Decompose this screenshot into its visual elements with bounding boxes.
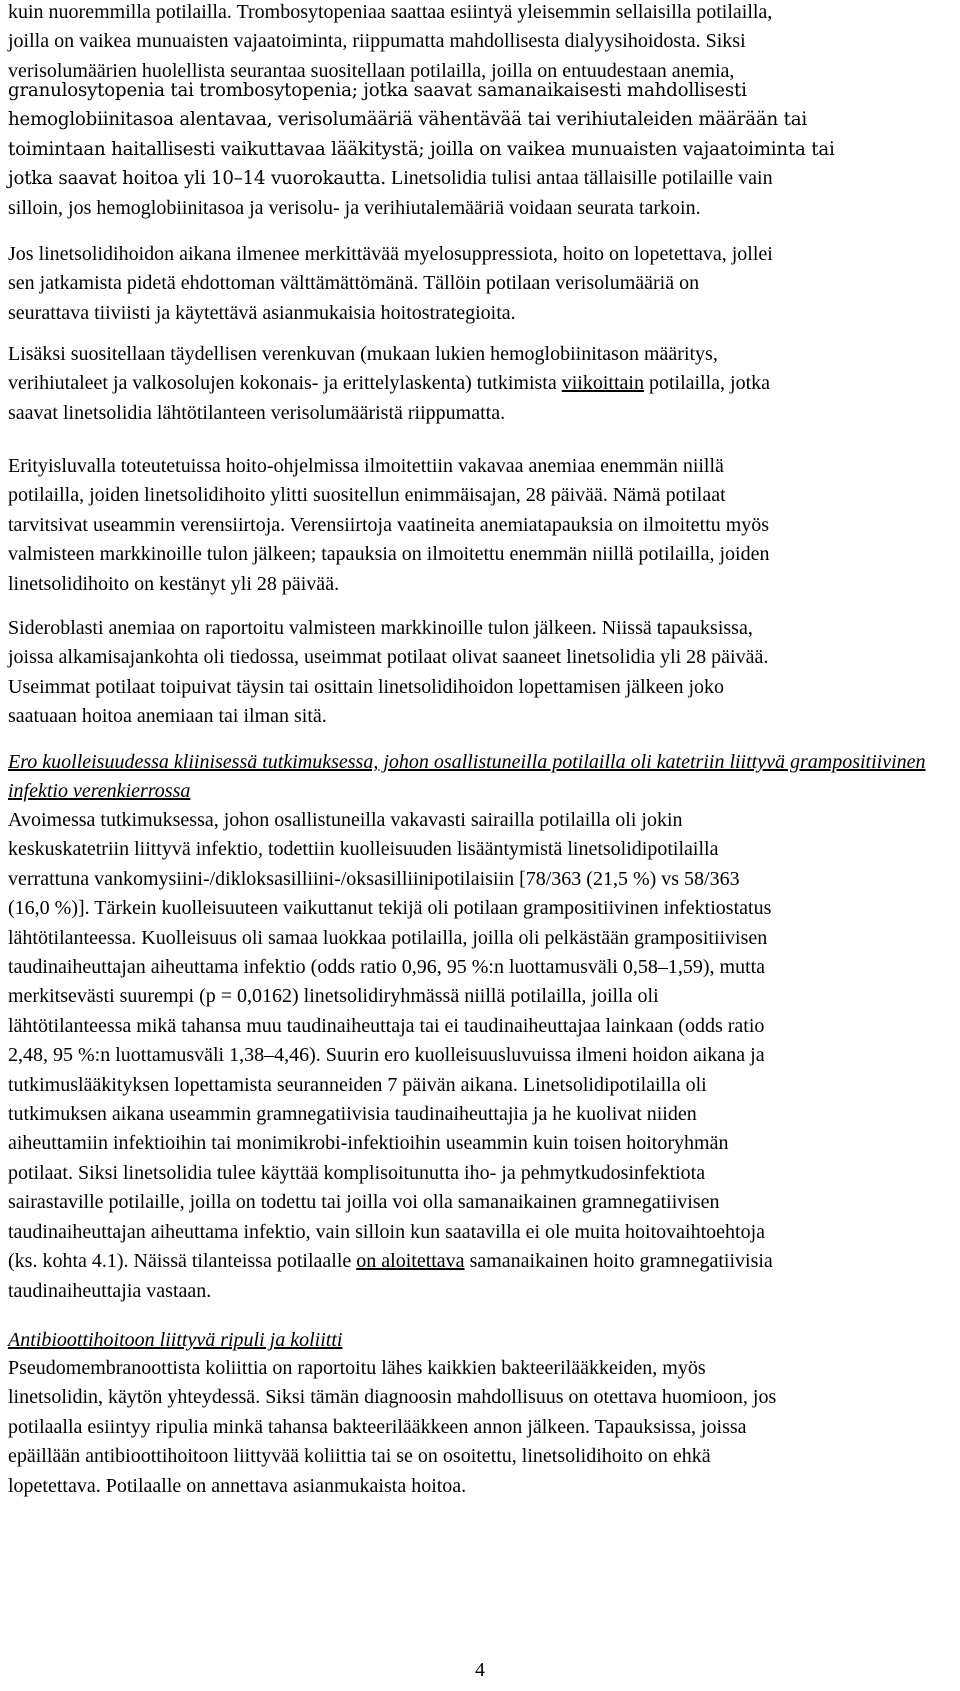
paragraph-text: samanaikainen hoito gramnegatiivisia taudinaiheuttajia vastaan. <box>8 1250 773 1302</box>
emphasis-must-start: on aloitettava <box>356 1250 465 1273</box>
paragraph-text: Pseudomembranoottista koliittia on raportoitu lähes kaikkien bakteerilääkkeiden, myös linetsolidin, käytön yhteydessä. Siksi tämän diagnoosin mahdollisuus on otettava huomioon, jos potilaalla esiintyy ripulia minkä tahansa bakteerilääkkeen annon jälkeen. Tapauksissa, joissa epäillään antibioottihoitoon liittyvää koliittia tai se on osoitettu, linetsolidihoito on ehkä lopetettava. Potilaalle on annettava asianmukaista hoitoa. <box>8 1357 777 1497</box>
paragraph-text: Erityisluvalla toteutetuissa hoito-ohjelmissa ilmoitettiin vakavaa anemiaa enemmän niillä potilailla, joiden linetsolidihoito ylitti suositellun enimmäisajan, 28 päivää. Nämä potilaat tarvitsivat useammin verensiirtoja. Verensiirtoja vaatineita anemiatapauksia on ilmoitettu myös valmisteen markkinoille tulon jälkeen; tapauksia on ilmoitettu enemmän niillä potilailla, joiden linetsolidihoito on kestänyt yli 28 päivää. <box>8 455 770 595</box>
paragraph-text: granulosytopenia tai trombosytopenia; jotka saavat samanaikaisesti mahdollisesti hemoglobiinitasoa alentavaa, verisolumääriä vähentävää tai verihiutaleiden määrään tai toimintaan haitallisesti vaikuttavaa lääkitystä; joilla on vaikea munuaisten vajaatoiminta tai jotka saavat hoitoa yli 10–14 vuorokautta. <box>8 80 835 190</box>
section-heading-colitis: Antibioottihoitoon liittyvä ripuli ja koliitti <box>8 1329 343 1351</box>
paragraph-colitis <box>8 1354 952 1501</box>
paragraph-blood-count <box>8 340 952 428</box>
paragraph-text: Avoimessa tutkimuksessa, johon osallistuneilla vakavasti sairailla potilailla oli jokin keskuskatetriin liittyvä infektio, todettiin kuolleisuuden lisääntymistä linetsolidipotilailla verrattuna vankomysiini-/dikloksasilliini-/oksasilliinipotilaisiin [78/363 (21,5 %) vs 58/363 (16,0 %)]. Tärkein kuolleisuuteen vaikuttanut tekijä oli potilaan grampositiivinen infektiostatus lähtötilanteessa. Kuolleisuus oli samaa luokkaa potilailla, joilla oli pelkästään grampositiivisen taudinaiheuttajan aiheuttama infektio (odds ratio 0,96, 95 %:n luottamusväli 0,58–1,59), mutta merkitsevästi suurempi (p = 0,0162) linetsolidiryhmässä niillä potilailla, joilla oli lähtötilanteessa mikä tahansa muu taudinaiheuttaja tai ei taudinaiheuttajaa lainkaan (odds ratio 2,48, 95 %:n luottamusväli 1,38–4,46). Suurin ero kuolleisuusluvuissa ilmeni hoidon aikana ja tutkimuslääkityksen lopettamista seuranneiden 7 päivän aikana. Linetsolidipotilailla oli tutkimuksen aikana useammin gramnegatiivisia taudinaiheuttajia ja he kuolivat niiden aiheuttamiin infektioihin tai monimikrobi-infektioihin useammin kuin toisen hoitoryhmän potilaat. Siksi linetsolidia tulee käyttää komplisoitunutta iho- ja pehmytkudosinfektiota sairastaville potilaille, joilla on todettu tai joilla voi olla samanaikainen gramnegatiivisen taudinaiheuttajan aiheuttama infektio, vain silloin kun saatavilla ei ole muita hoitovaihtoehtoja (ks. kohta 4.1). Näissä tilanteissa potilaalle <box>8 809 772 1273</box>
emphasis-weekly: viikoittain <box>561 372 644 395</box>
paragraph-thrombocytopenia-risk <box>8 76 952 223</box>
paragraph-text: Lisäksi suositellaan täydellisen verenkuvan (mukaan lukien hemoglobiinitason määritys, verihiutaleet ja valkosolujen kokonais- ja erittelylaskenta) tutkimista <box>8 343 718 395</box>
paragraph-anemia <box>8 452 952 599</box>
paragraph-thrombocytopenia-intro <box>8 0 952 86</box>
paragraph-mortality <box>8 806 952 1306</box>
paragraph-text: Jos linetsolidihoidon aikana ilmenee merkittävää myelosuppressiota, hoito on lopetettava, jollei sen jatkamista pidetä ehdottoman välttämättömänä. Tällöin potilaan verisolumääriä on seurattava tiiviisti ja käytettävä asianmukaisia hoitostrategioita. <box>8 243 773 324</box>
section-heading-mortality: Ero kuolleisuudessa kliinisessä tutkimuksessa, johon osallistuneilla potilailla oli katetriin liittyvä grampositiivinen infektio verenkierrossa <box>8 751 926 803</box>
paragraph-text: Linetsolidia tulisi antaa tällaisille potilaille vain silloin, jos hemoglobiinitasoa ja verisolu- ja verihiutalemääriä voidaan seurata tarkoin. <box>8 167 773 219</box>
paragraph-myelosuppression <box>8 240 952 328</box>
paragraph-text: kuin nuoremmilla potilailla. Trombosytopeniaa saattaa esiintyä yleisemmin sellaisilla potilailla, joilla on vaikea munuaisten vajaatoiminta, riippumatta mahdollisesta dialyysihoidosta. Siksi verisolumäärien huolellista seurantaa suositellaan potilailla, joilla on entuudestaan anemia, <box>8 1 773 82</box>
paragraph-sideroblastic-anemia <box>8 614 952 732</box>
paragraph-text: Sideroblasti anemiaa on raportoitu valmisteen markkinoille tulon jälkeen. Niissä tapauksissa, joissa alkamisajankohta oli tiedossa, useimmat potilaat olivat saaneet linetsolidia yli 28 päivää. Useimmat potilaat toipuivat täysin tai osittain linetsolidihoidon lopettamisen jälkeen joko saatuaan hoitoa anemiaan tai ilman sitä. <box>8 617 769 728</box>
paragraph-text: potilailla, jotka saavat linetsolidia lähtötilanteen verisolumääristä riippumatta. <box>8 372 771 424</box>
page-number: 4 <box>475 1659 485 1681</box>
